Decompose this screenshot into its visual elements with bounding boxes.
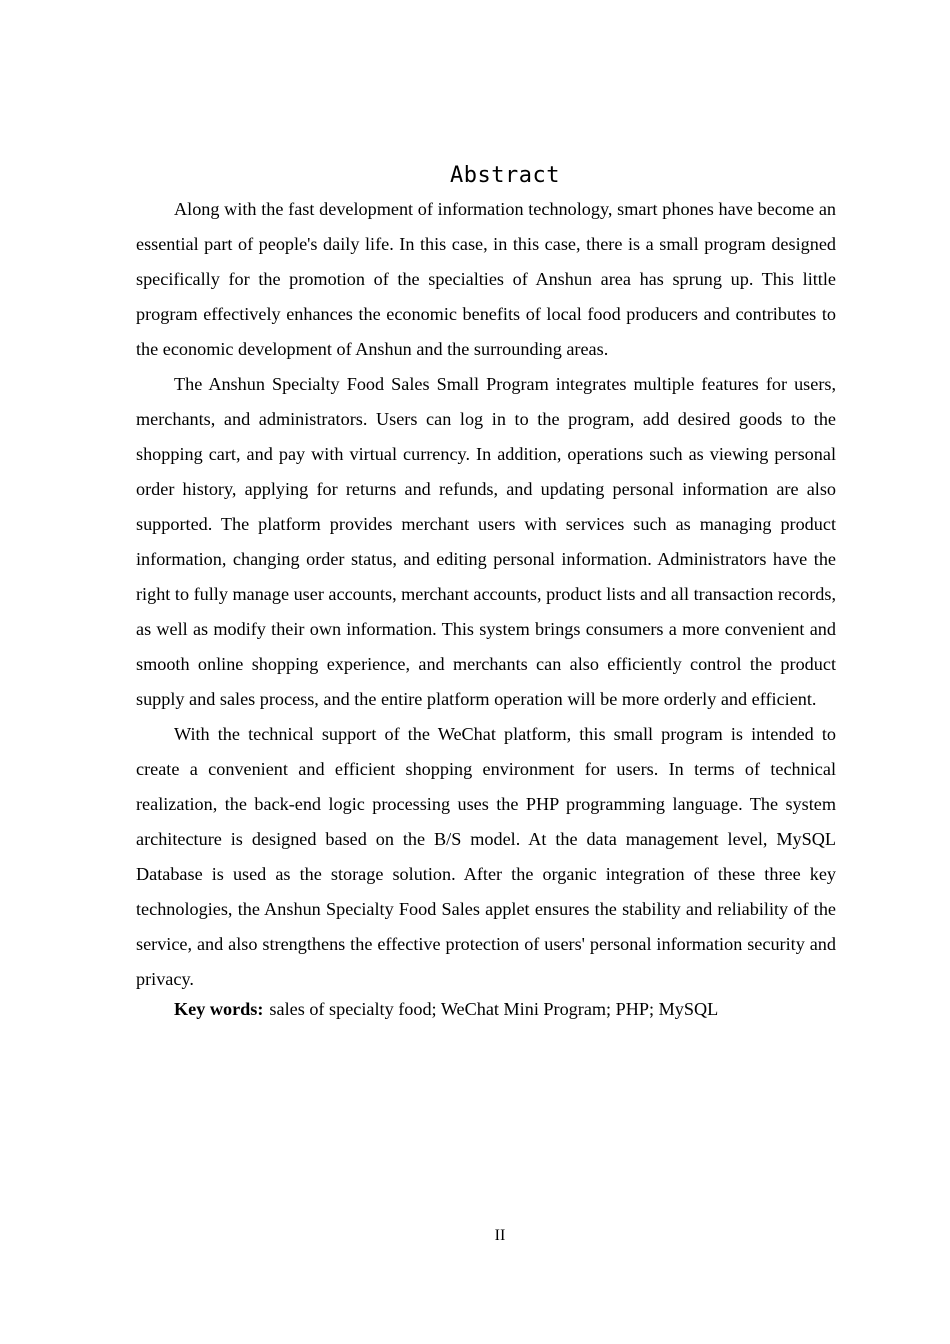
page-number: II	[494, 1227, 506, 1244]
abstract-paragraph-3: With the technical support of the WeChat platform, this small program is intended to create a convenient and efficient shopping environment for users. In terms of technical realization, the back-end logic processing uses the PHP programming language. The system architecture is designed based on the B/S model. At the data management level, MySQL Database is used as the storage solution. After the organic integration of these three key technologies, the Anshun Specialty Food Sales applet ensures the stability and reliability of the service, and also strengthens the effective protection of users' personal information security and privacy.	[136, 724, 836, 989]
abstract-title: Abstract	[450, 163, 560, 188]
keywords-line	[136, 994, 836, 1024]
abstract-body	[136, 192, 836, 1024]
abstract-paragraph-2: The Anshun Specialty Food Sales Small Program integrates multiple features for users, merchants, and administrators. Users can log in to the program, add desired goods to the shopping cart, and pay with virtual currency. In addition, operations such as viewing personal order history, applying for returns and refunds, and updating personal information are also supported. The platform provides merchant users with services such as managing product information, changing order status, and editing personal information. Administrators have the right to fully manage user accounts, merchant accounts, product lists and all transaction records, as well as modify their own information. This system brings consumers a more convenient and smooth online shopping experience, and merchants can also efficiently control the product supply and sales process, and the entire platform operation will be more orderly and efficient.	[136, 374, 836, 709]
abstract-paragraph-1: Along with the fast development of information technology, smart phones have become an essential part of people's daily life. In this case, in this case, there is a small program designed specifically for the promotion of the specialties of Anshun area has sprung up. This little program effectively enhances the economic benefits of local food producers and contributes to the economic development of Anshun and the surrounding areas.	[136, 199, 836, 359]
keywords-label: Key words:	[174, 999, 264, 1019]
keywords-text: sales of specialty food; WeChat Mini Program; PHP; MySQL	[269, 999, 719, 1019]
